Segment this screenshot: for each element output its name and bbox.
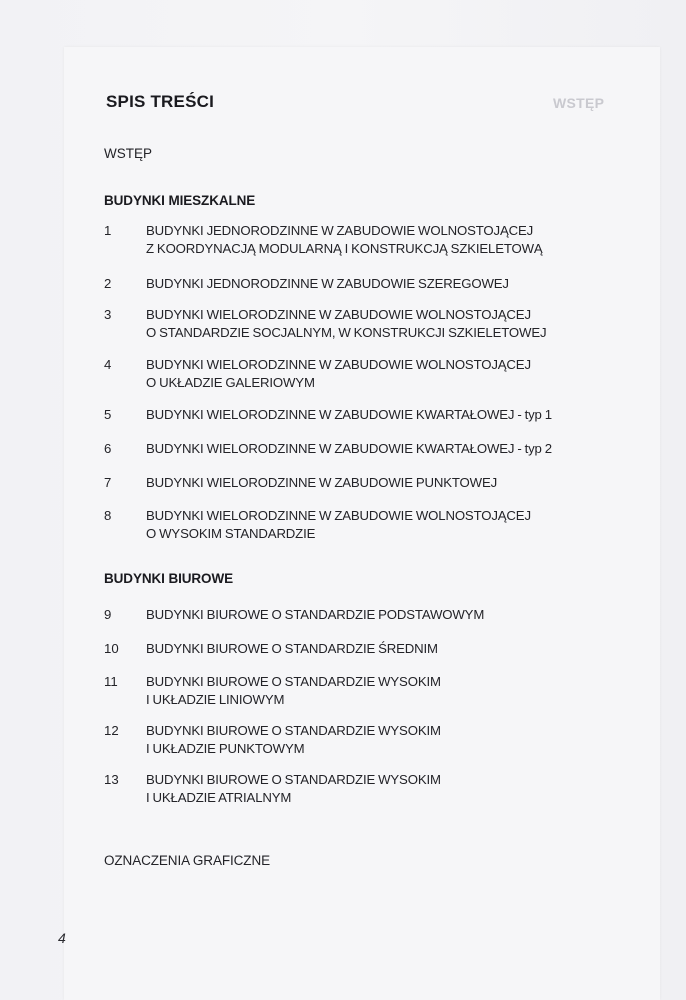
toc-entry-title — [146, 606, 626, 624]
page-title: SPIS TREŚCI — [106, 92, 215, 111]
toc-intro[interactable]: WSTĘP — [104, 146, 153, 161]
toc-entry-number: 8 — [104, 508, 112, 523]
toc-entry-line: BUDYNKI WIELORODZINNE W ZABUDOWIE PUNKTOWEJ — [146, 475, 498, 490]
toc-entry-line: BUDYNKI WIELORODZINNE W ZABUDOWIE KWARTAŁOWEJ - typ 1 — [146, 407, 552, 422]
page-number: 4 — [58, 930, 66, 946]
toc-entry-title — [146, 440, 626, 458]
toc-entry-line: BUDYNKI JEDNORODZINNE W ZABUDOWIE SZEREGOWEJ — [146, 276, 509, 291]
toc-entry-line: O UKŁADZIE GALERIOWYM — [146, 375, 315, 390]
toc-entry-line: BUDYNKI BIUROWE O STANDARDZIE PODSTAWOWYM — [146, 607, 485, 622]
toc-entry-line: Z KOORDYNACJĄ MODULARNĄ I KONSTRUKCJĄ SZKIELETOWĄ — [146, 241, 543, 256]
toc-entry-line: BUDYNKI BIUROWE O STANDARDZIE ŚREDNIM — [146, 641, 438, 656]
toc-entry-line: O STANDARDZIE SOCJALNYM, W KONSTRUKCJI SZKIELETOWEJ — [146, 325, 547, 340]
toc-entry-title — [146, 673, 626, 709]
toc-entry-line: I UKŁADZIE LINIOWYM — [146, 692, 285, 707]
toc-entry-number: 3 — [104, 307, 112, 322]
toc-entry-title — [146, 275, 626, 293]
toc-entry-title — [146, 771, 626, 807]
toc-entry-number: 2 — [104, 276, 112, 291]
toc-graphic-symbols[interactable]: OZNACZENIA GRAFICZNE — [104, 853, 271, 868]
toc-entry-line: BUDYNKI BIUROWE O STANDARDZIE WYSOKIM — [146, 772, 441, 787]
toc-entry-title — [146, 507, 626, 543]
toc-entry-number: 6 — [104, 441, 112, 456]
bleed-through-heading: WSTĘP — [553, 95, 605, 111]
toc-entry-number: 12 — [104, 723, 119, 738]
toc-entry-number: 13 — [104, 772, 119, 787]
toc-entry-line: O WYSOKIM STANDARDZIE — [146, 526, 316, 541]
toc-entry-title — [146, 306, 626, 342]
toc-entry-line: I UKŁADZIE ATRIALNYM — [146, 790, 292, 805]
toc-entry-line: BUDYNKI WIELORODZINNE W ZABUDOWIE WOLNOSTOJĄCEJ — [146, 357, 531, 372]
toc-entry-line: BUDYNKI WIELORODZINNE W ZABUDOWIE WOLNOSTOJĄCEJ — [146, 307, 531, 322]
section-heading-office: BUDYNKI BIUROWE — [104, 571, 233, 586]
section-heading-residential: BUDYNKI MIESZKALNE — [104, 193, 256, 208]
toc-entry-line: BUDYNKI JEDNORODZINNE W ZABUDOWIE WOLNOSTOJĄCEJ — [146, 223, 534, 238]
toc-entry-number: 7 — [104, 475, 112, 490]
toc-entry-title — [146, 356, 626, 392]
toc-entry-number: 9 — [104, 607, 112, 622]
toc-entry-number: 5 — [104, 407, 112, 422]
toc-entry-number: 11 — [104, 674, 118, 689]
toc-entry-line: BUDYNKI WIELORODZINNE W ZABUDOWIE WOLNOSTOJĄCEJ — [146, 508, 531, 523]
toc-entry-number: 10 — [104, 641, 119, 656]
toc-entry-line: I UKŁADZIE PUNKTOWYM — [146, 741, 305, 756]
toc-entry-title — [146, 406, 626, 424]
toc-entry-number: 4 — [104, 357, 112, 372]
toc-entry-title — [146, 640, 626, 658]
toc-entry-title — [146, 474, 626, 492]
toc-entry-title — [146, 222, 626, 258]
toc-entry-number: 1 — [104, 223, 112, 238]
toc-entry-line: BUDYNKI BIUROWE O STANDARDZIE WYSOKIM — [146, 723, 441, 738]
toc-entry-title — [146, 722, 626, 758]
toc-entry-line: BUDYNKI BIUROWE O STANDARDZIE WYSOKIM — [146, 674, 441, 689]
toc-entry-line: BUDYNKI WIELORODZINNE W ZABUDOWIE KWARTAŁOWEJ - typ 2 — [146, 441, 552, 456]
